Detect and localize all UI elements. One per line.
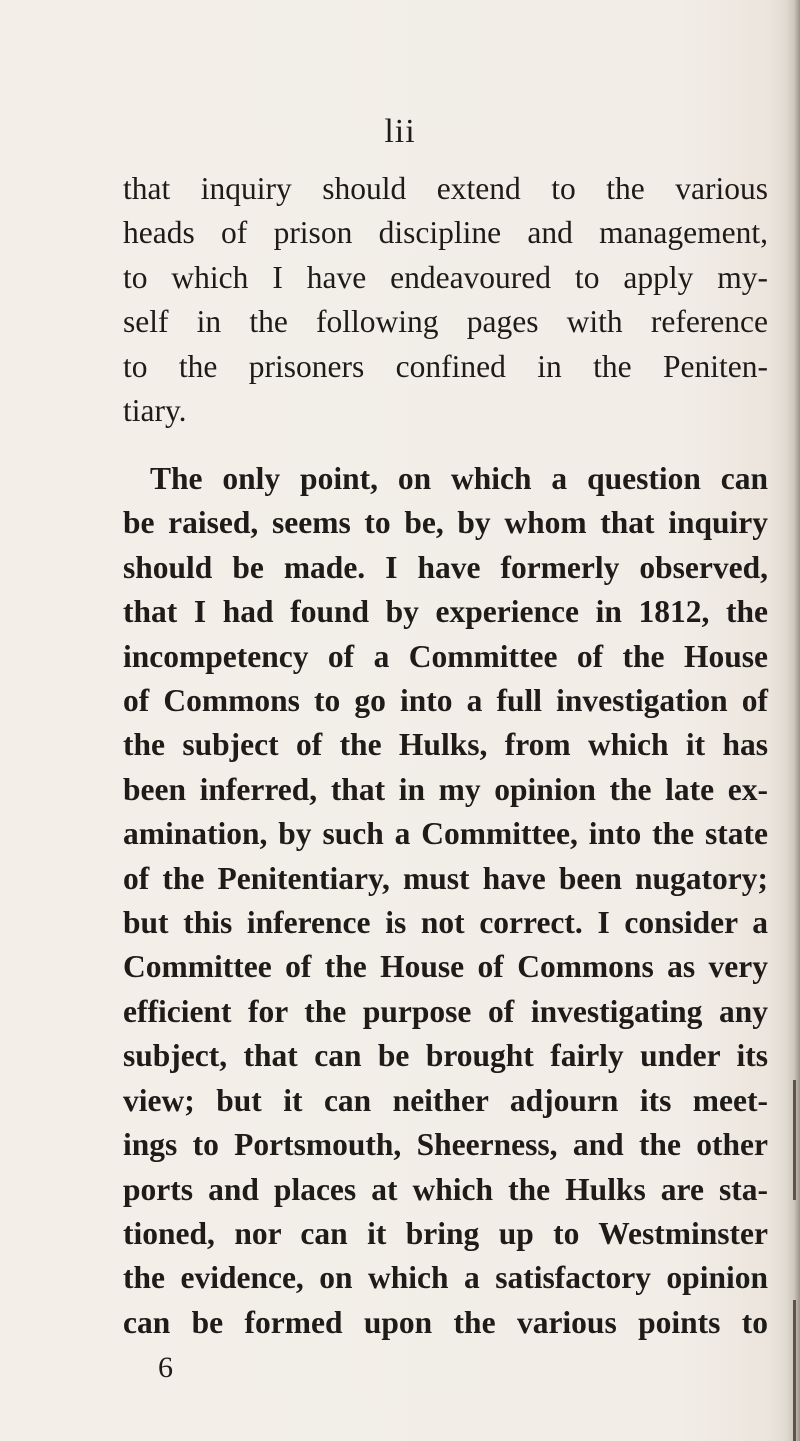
text-line: tiary.: [123, 393, 187, 429]
text-line: of Commons to go into a full investigation of: [123, 683, 768, 719]
text-line: the evidence, on which a satisfactory opinion: [123, 1260, 768, 1296]
text-line: ports and places at which the Hulks are sta-: [123, 1171, 768, 1207]
paragraph-2: [123, 457, 768, 1345]
text-line: but this inference is not correct. I consider a: [123, 905, 768, 941]
text-line: of the Penitentiary, must have been nugatory;: [123, 860, 768, 896]
text-line: self in the following pages with reference: [123, 304, 768, 340]
text-line: been inferred, that in my opinion the late ex-: [123, 771, 768, 807]
text-line: view; but it can neither adjourn its meet-: [123, 1082, 768, 1118]
text-line: can be formed upon the various points to: [123, 1304, 768, 1340]
catchword: 6: [158, 1351, 173, 1384]
text-line: The only point, on which a question can: [150, 461, 768, 496]
text-line: that I had found by experience in 1812, the: [123, 594, 768, 630]
text-line: subject, that can be brought fairly under its: [123, 1038, 768, 1074]
text-line: be raised, seems to be, by whom that inquiry: [123, 505, 768, 541]
page-edge-shadow: [786, 0, 800, 1441]
text-line: should be made. I have formerly observed,: [123, 549, 768, 585]
text-line: tioned, nor can it bring up to Westminster: [123, 1215, 768, 1251]
paragraph-1: [123, 167, 768, 433]
text-line: efficient for the purpose of investigating any: [123, 993, 768, 1029]
text-line: amination, by such a Committee, into the state: [123, 816, 768, 852]
text-line: to the prisoners confined in the Peniten-: [123, 348, 768, 384]
text-line: incompetency of a Committee of the House: [123, 638, 768, 674]
text-line: the subject of the Hulks, from which it has: [123, 727, 768, 763]
text-line: to which I have endeavoured to apply my-: [123, 259, 768, 295]
text-line: ings to Portsmouth, Sheerness, and the other: [123, 1127, 768, 1163]
text-line: Committee of the House of Commons as very: [123, 949, 768, 985]
page-edge-mark: [793, 1080, 796, 1200]
page-number: lii: [384, 113, 416, 150]
text-line: that inquiry should extend to the various: [123, 171, 768, 206]
page-edge-mark: [793, 1300, 796, 1441]
text-line: heads of prison discipline and management,: [123, 215, 768, 251]
